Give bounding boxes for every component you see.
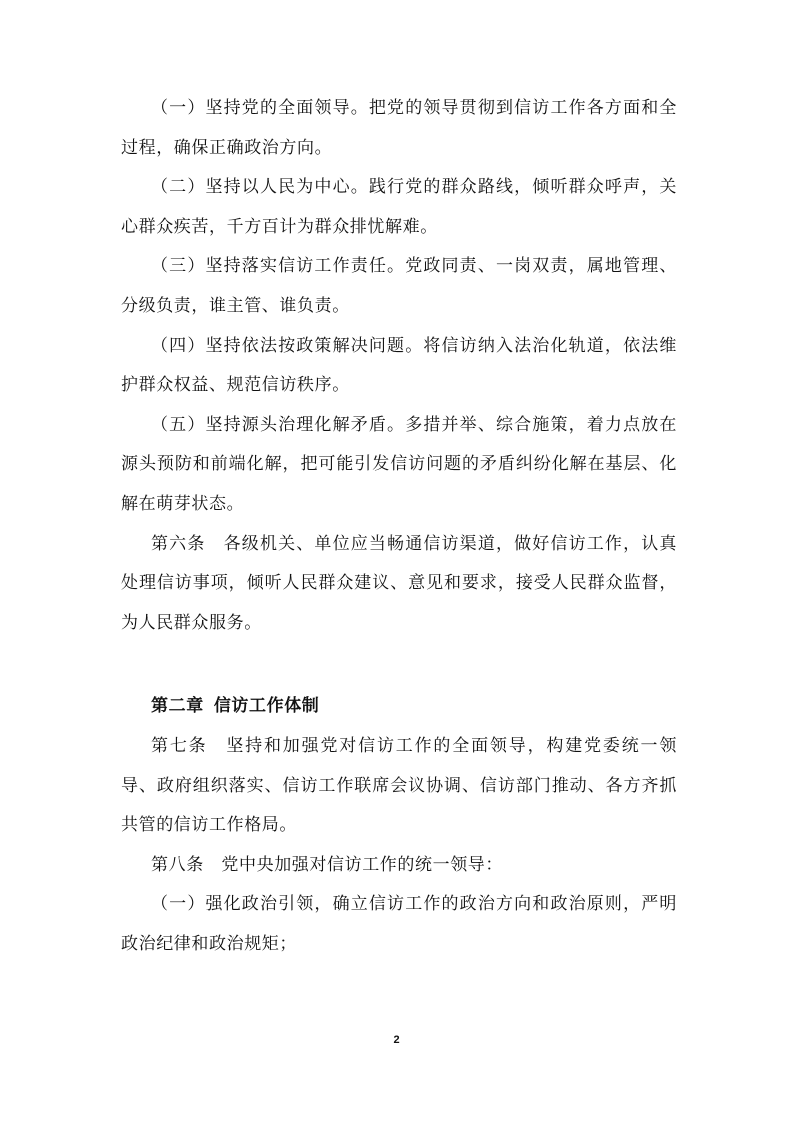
paragraph-article-8-item-1: （一）强化政治引领，确立信访工作的政治方向和政治原则，严明政治纪律和政治规矩； [121, 894, 677, 954]
chapter-title: 信访工作体制 [213, 696, 320, 717]
chapter-number: 第二章 [151, 696, 204, 717]
paragraph-principle-3: （三）坚持落实信访工作责任。党政同责、一岗双责，属地管理、分级负责，谁主管、谁负责。 [121, 256, 677, 316]
paragraph-article-6: 第六条 各级机关、单位应当畅通信访渠道，做好信访工作，认真处理信访事项，倾听人民群众建议、意见和要求，接受人民群众监督，为人民群众服务。 [121, 533, 677, 633]
chapter-heading [121, 687, 677, 727]
paragraph-principle-4: （四）坚持依法按政策解决问题。将信访纳入法治化轨道，依法维护群众权益、规范信访秩序。 [121, 335, 677, 396]
paragraph-principle-5: （五）坚持源头治理化解矛盾。多措并举、综合施策，着力点放在源头预防和前端化解，把可能引发信访问题的矛盾纠纷化解在基层、化解在萌芽状态。 [121, 414, 677, 514]
document-body [121, 89, 677, 964]
page-number: 2 [393, 1034, 400, 1046]
paragraph-article-7: 第七条 坚持和加强党对信访工作的全面领导，构建党委统一领导、政府组织落实、信访工作联席会议协调、信访部门推动、各方齐抓共管的信访工作格局。 [121, 735, 677, 836]
paragraph-article-8: 第八条 党中央加强对信访工作的统一领导： [151, 854, 503, 875]
paragraph-principle-2: （二）坚持以人民为中心。践行党的群众路线，倾听群众呼声，关心群众疾苦，千方百计为群众排忧解难。 [121, 177, 677, 237]
paragraph-principle-1: （一）坚持党的全面领导。把党的领导贯彻到信访工作各方面和全过程，确保正确政治方向。 [121, 98, 677, 158]
